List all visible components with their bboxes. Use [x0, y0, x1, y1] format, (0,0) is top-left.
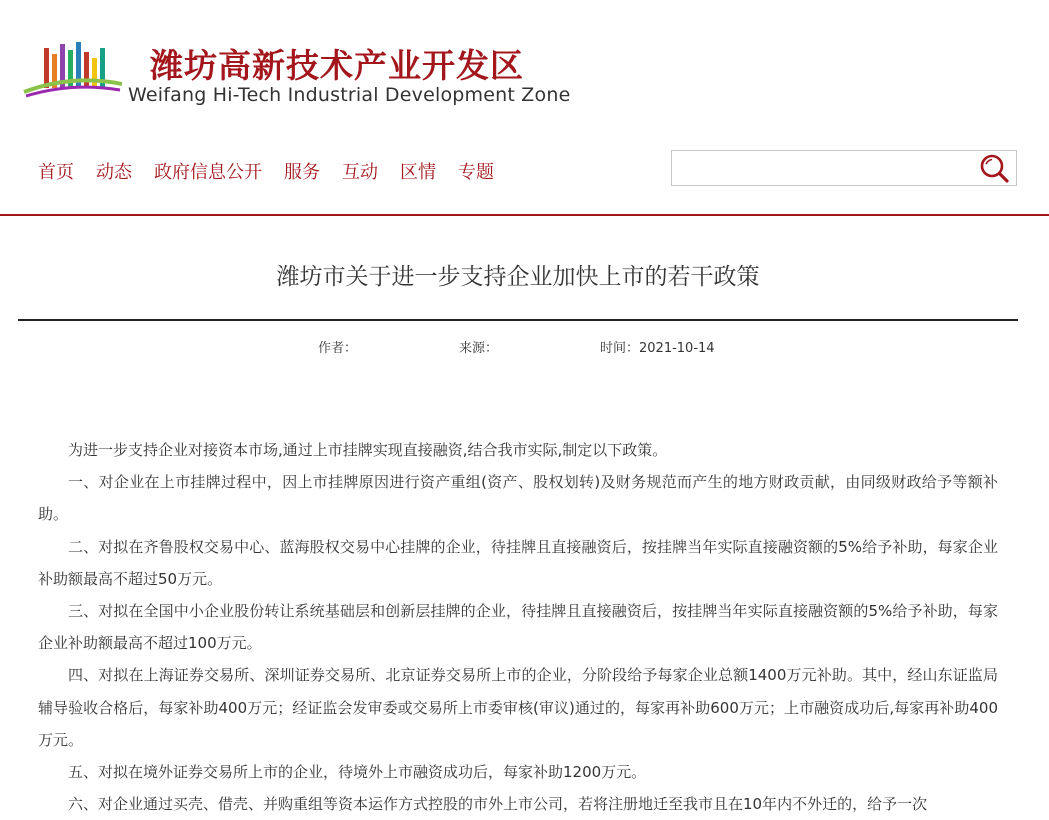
main-nav	[38, 158, 516, 184]
article-source: 来源：	[459, 341, 499, 356]
title-divider	[18, 319, 1018, 321]
nav-item-news[interactable]: 动态	[96, 162, 132, 183]
nav-item-interaction[interactable]: 互动	[342, 162, 378, 183]
article-body	[38, 434, 998, 820]
search-icon[interactable]	[978, 152, 1010, 184]
article-paragraph: 为进一步支持企业对接资本市场,通过上市挂牌实现直接融资,结合我市实际,制定以下政策。	[68, 441, 668, 459]
site-name-cn: 潍坊高新技术产业开发区	[150, 46, 524, 85]
nav-item-district-info[interactable]: 区情	[400, 162, 436, 183]
search-input[interactable]	[678, 155, 972, 183]
article-paragraph: 二、对拟在齐鲁股权交易中心、蓝海股权交易中心挂牌的企业，待挂牌且直接融资后，按挂牌当年实际直接融资额的5%给予补助，每家企业补助额最高不超过50万元。	[38, 537, 998, 588]
site-name-en: Weifang Hi-Tech Industrial Development Zone	[128, 84, 571, 106]
header-divider	[0, 214, 1049, 216]
nav-item-home[interactable]: 首页	[38, 162, 74, 183]
article-title: 潍坊市关于进一步支持企业加快上市的若干政策	[276, 264, 760, 290]
article-paragraph: 一、对企业在上市挂牌过程中，因上市挂牌原因进行资产重组(资产、股权划转)及财务规范而产生的地方财政贡献，由同级财政给予等额补助。	[38, 473, 998, 524]
search-bar	[671, 150, 1017, 186]
nav-item-services[interactable]: 服务	[284, 162, 320, 183]
article-paragraph: 三、对拟在全国中小企业股份转让系统基础层和创新层挂牌的企业，待挂牌且直接融资后，按挂牌当年实际直接融资额的5%给予补助，每家企业补助额最高不超过100万元。	[38, 602, 998, 653]
nav-item-topics[interactable]: 专题	[458, 162, 494, 183]
article-date: 时间：2021-10-14	[600, 341, 715, 356]
logo-mark-icon	[22, 40, 122, 100]
nav-item-gov-info[interactable]: 政府信息公开	[154, 162, 262, 183]
article-paragraph: 五、对拟在境外证券交易所上市的企业，待境外上市融资成功后，每家补助1200万元。	[68, 763, 647, 782]
article-paragraph: 六、对企业通过买壳、借壳、并购重组等资本运作方式控股的市外上市公司，若将注册地迁至我市且在10年内不外迁的，给予一次	[68, 795, 928, 814]
site-logo[interactable]	[22, 36, 571, 116]
article-author: 作者：	[318, 341, 358, 356]
article-paragraph: 四、对拟在上海证券交易所、深圳证券交易所、北京证券交易所上市的企业，分阶段给予每家企业总额1400万元补助。其中，经山东证监局辅导验收合格后，每家补助400万元；经证监会发审委或交易所上市委审核(审议)通过的，每家再补助600万元；上市融资成功后,每家再补助400万元。	[38, 666, 998, 749]
